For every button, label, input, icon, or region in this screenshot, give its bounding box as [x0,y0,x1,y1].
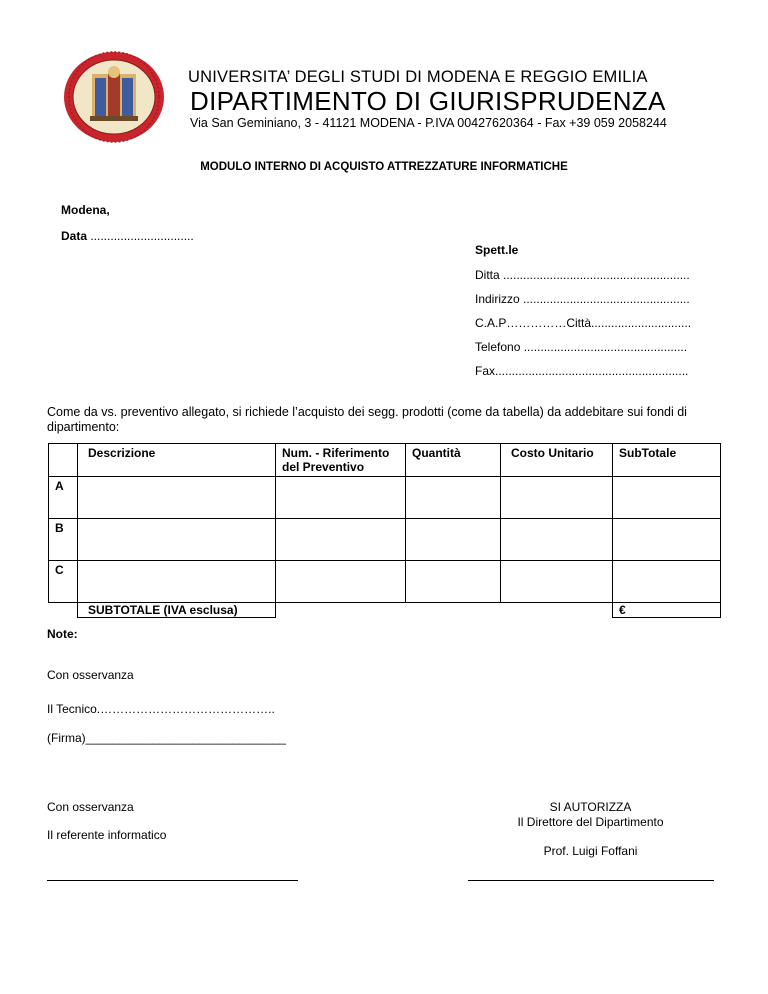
telefono-field[interactable]: Telefono ................................................. [475,340,688,354]
authorization-title: SI AUTORIZZA [549,800,632,814]
table-row [49,561,721,603]
cell-riferimento[interactable] [276,561,406,603]
ditta-field[interactable]: Ditta ........................................................ [475,268,690,282]
col-riferimento: Num. - Riferimento del Preventivo [276,444,406,477]
cell-subtotale[interactable] [613,477,721,519]
director-role: Il Direttore del Dipartimento [517,815,664,829]
director-signature-line[interactable] [468,880,714,881]
row-label: B [49,519,78,561]
table-header-row [49,444,721,477]
col-costo-unitario: Costo Unitario [501,444,613,477]
note-label: Note: [47,627,78,641]
referente-signature-line[interactable] [47,880,298,881]
cell-costo-unitario[interactable] [501,477,613,519]
col-descrizione: Descrizione [78,444,276,477]
subtotal-gap [276,603,613,618]
cell-costo-unitario[interactable] [501,561,613,603]
date-field[interactable] [61,229,194,243]
row-label-header [49,444,78,477]
cell-quantita[interactable] [406,477,501,519]
university-seal-icon [62,50,167,144]
indirizzo-field[interactable]: Indirizzo .................................................. [475,292,690,306]
row-label: A [49,477,78,519]
subtotal-label: SUBTOTALE (IVA esclusa) [78,603,276,618]
referente-label: Il referente informatico [47,828,167,842]
cell-subtotale[interactable] [613,519,721,561]
closing-tecnico: Con osservanza [47,668,134,682]
intro-paragraph: Come da vs. preventivo allegato, si richiede l’acquisto dei segg. prodotti (come da tabella) da addebitare sui fondi di dipartimento: [47,405,687,434]
cap-citta-field[interactable]: C.A.P……………Città.............................. [475,316,692,330]
date-label: Data [61,229,88,243]
cell-quantita[interactable] [406,561,501,603]
tecnico-field[interactable]: Il Tecnico.…………………………………….. [47,702,275,716]
cell-descrizione[interactable] [78,519,276,561]
subtotal-row [49,603,721,618]
recipient-heading: Spett.le [475,243,519,257]
form-title: MODULO INTERNO DI ACQUISTO ATTREZZATURE INFORMATICHE [200,161,568,173]
cell-quantita[interactable] [406,519,501,561]
firma-field[interactable]: (Firma)______________________________ [47,731,286,745]
col-subtotale: SubTotale [613,444,721,477]
department-name: DIPARTIMENTO DI GIURISPRUDENZA [190,86,666,116]
items-table [48,443,721,618]
subtotal-value[interactable]: € [613,603,721,618]
table-row [49,477,721,519]
row-label: C [49,561,78,603]
cell-descrizione[interactable] [78,561,276,603]
director-name: Prof. Luigi Foffani [543,844,638,858]
col-quantita: Quantità [406,444,501,477]
date-dots: ............................... [87,229,194,243]
fax-field[interactable]: Fax.......................................................... [475,364,689,378]
place-label: Modena, [61,203,110,217]
university-name: UNIVERSITA’ DEGLI STUDI DI MODENA E REGGIO EMILIA [188,68,648,86]
cell-riferimento[interactable] [276,477,406,519]
cell-descrizione[interactable] [78,477,276,519]
cell-riferimento[interactable] [276,519,406,561]
cell-subtotale[interactable] [613,561,721,603]
table-row [49,519,721,561]
department-address: Via San Geminiano, 3 - 41121 MODENA - P.IVA 00427620364 - Fax +39 059 2058244 [190,116,667,130]
cell-costo-unitario[interactable] [501,519,613,561]
closing-referente: Con osservanza [47,800,134,814]
subtotal-spacer [49,603,78,618]
